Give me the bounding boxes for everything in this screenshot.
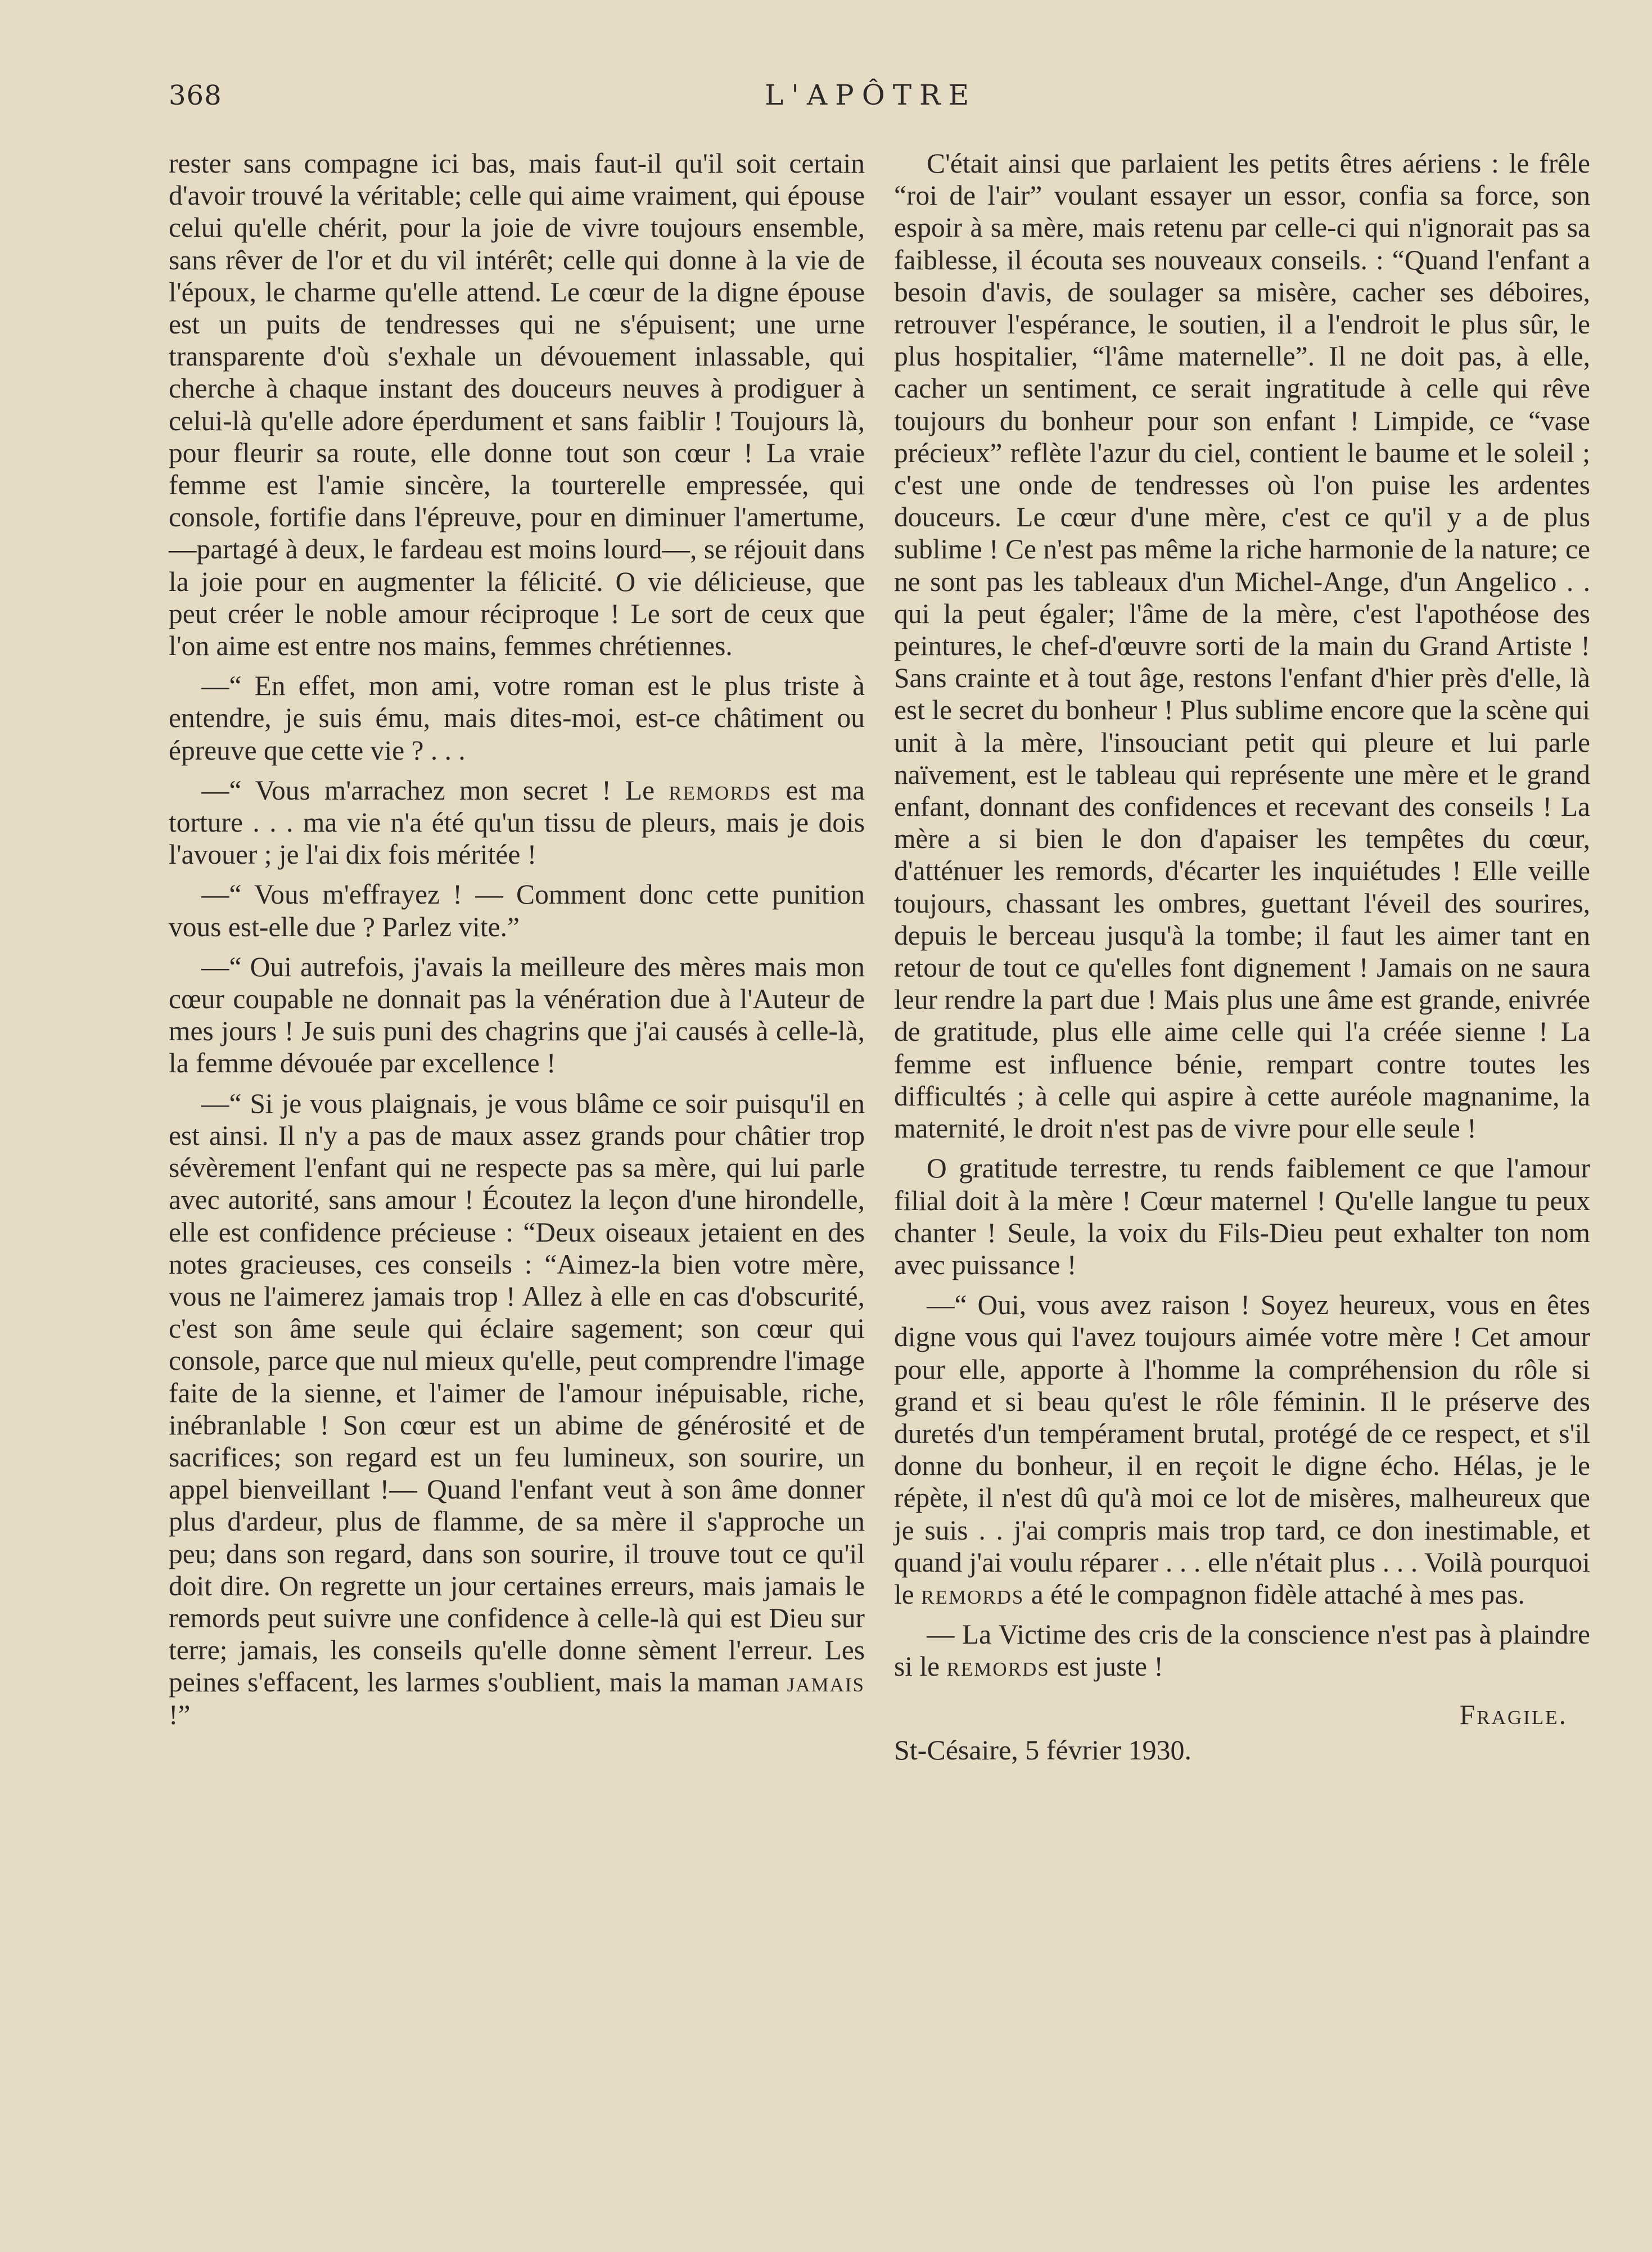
text-run: !”: [169, 1699, 191, 1730]
text-run: —“ Vous m'arrachez mon secret ! Le: [201, 774, 669, 806]
text-run: —“ Si je vous plaignais, je vous blâme ce soir puisqu'il en est ainsi. Il n'y a pas de maux assez grands pour châtier trop sévèrement l'enfant qui ne respecte pas sa mère, qui lui parle avec autorité, sans amour ! Écoutez la leçon d'une hirondelle, elle est confidence précieuse : “Deux oiseaux jetaient en des notes gracieuses, ces conseils : “Aimez-la bien votre mère, vous ne l'aimerez jamais trop ! Allez à elle en cas d'obscurité, c'est son âme seule qui éclaire sagement; son cœur qui console, parce que nul mieux qu'elle, peut comprendre l'image faite de la sienne, et l'aimer de l'amour inépuisable, riche, inébranlable ! Son cœur est un abime de générosité et de sacrifices; son regard est un feu lumineux, son sourire, un appel bienveillant !— Quand l'enfant veut à son âme donner plus d'ardeur, plus de flamme, de sa mère il s'approche un peu; dans son regard, dans son sourire, il trouve tout ce qu'il doit dire. On regrette un jour certaines erreurs, mais jamais le remords peut suivre une confidence à celle-là qui est Dieu sur terre; jamais, les conseils qu'elle donne sèment l'erreur. Les peines s'effacent, les larmes s'oublient, mais la maman: [169, 1087, 865, 1698]
dateline: St-Césaire, 5 février 1930.: [894, 1734, 1192, 1766]
paragraph: C'était ainsi que parlaient les petits êtres aériens : le frêle “roi de l'air” voulant essayer un essor, confia sa force, son espoir à sa mère, mais retenu par celle-ci qui n'ignorait pas sa faiblesse, il écouta ses nouveaux conseils. : “Quand l'enfant a besoin d'avis, de soulager sa misère, cacher ses déboires, retrouver l'espérance, le soutien, il a l'endroit le plus sûr, le plus hospitalier, “l'âme maternelle”. Il ne doit pas, à elle, cacher un sentiment, ce serait ingratitude à celle qui rêve toujours du bonheur pour son enfant ! Limpide, ce “vase précieux” reflète l'azur du ciel, contient le baume et le soleil ; c'est une onde de tendresses où l'on puise les ardentes douceurs. Le cœur d'une mère, c'est ce qu'il y a de plus sublime ! Ce n'est pas même la riche harmonie de la nature; ce ne sont pas les tableaux d'un Michel-Ange, d'un Angelico . . qui la peut égaler; l'âme de la mère, c'est l'apothéose des peintures, le chef-d'œuvre sorti de la main du Grand Artiste ! Sans crainte et à tout âge, restons l'enfant d'hier près d'elle, là est le secret du bonheur ! Plus sublime encore que la scène qui unit à la mère, l'insouciant petit qui pleure et lui parle naïvement, est le tableau qui représente une mère et le grand enfant, donnant des confidences et recevant des conseils ! La mère a si bien le don d'apaiser les tempêtes du cœur, d'atténuer les remords, d'écarter les inquiétudes ! Elle veille toujours, chassant les ombres, guettant l'éveil des sourires, depuis le berceau jusqu'à la tombe; il faut les aimer tant en retour de tout ce qu'elles font dignement ! Jamais on ne saura leur rendre la part due ! Mais plus une âme est grande, enivrée de gratitude, plus elle aime celle qui l'a créée sienne ! La femme est influence bénie, rempart contre toutes les difficultés ; à celle qui aspire à cette auréole magnanime, la maternité, le droit n'est pas de vivre pour elle seule !: [894, 148, 1590, 1144]
paragraph: [169, 774, 865, 871]
paragraph: [169, 1087, 865, 1731]
text-run: — La Victime des cris de la conscience n'est pas à plaindre si le: [894, 1619, 1590, 1682]
paragraph: —“ Vous m'effrayez ! — Comment donc cette punition vous est-elle due ? Parlez vite.”: [169, 879, 865, 942]
paragraph: O gratitude terrestre, tu rends faiblement ce que l'amour filial doit à la mère ! Cœur maternel ! Qu'elle langue tu peux chanter ! Seule, la voix du Fils-Dieu peut exhalter ton nom avec puissance !: [894, 1153, 1590, 1280]
running-head: L'APÔTRE: [765, 79, 977, 111]
page-number: 368: [169, 80, 222, 111]
text-run: a été le compagnon fidèle attaché à mes pas.: [1024, 1578, 1525, 1610]
small-caps-word: remords: [921, 1578, 1024, 1610]
paragraph: rester sans compagne ici bas, mais faut-il qu'il soit certain d'avoir trouvé la véritable; celle qui aime vraiment, qui épouse celui qu'elle chérit, pour la joie de vivre toujours ensemble, sans rêver de l'or et du vil intérêt; celle qui donne à la vie de l'époux, le charme qu'elle attend. Le cœur de la digne épouse est un puits de tendresses qui ne s'épuisent; une urne transparente d'où s'exhale un dévouement inlassable, qui cherche à chaque instant des douceurs neuves à prodiguer à celui-là qu'elle adore éperdument et sans faiblir ! Toujours là, pour fleurir sa route, elle donne tout son cœur ! La vraie femme est l'amie sincère, la tourterelle empressée, qui console, fortifie dans l'épreuve, pour en diminuer l'amertume, —partagé à deux, le fardeau est moins lourd—, se réjouit dans la joie pour en augmenter la félicité. O vie délicieuse, que peut créer le noble amour réciproque ! Le sort de ceux que l'on aime est entre nos mains, femmes chrétiennes.: [169, 148, 865, 662]
right-column: [894, 147, 1590, 1766]
left-column: [169, 147, 865, 1739]
small-caps-word: remords: [946, 1651, 1050, 1682]
text-run: est ma torture . . . ma vie n'a été qu'un tissu de pleurs, mais je dois l'avouer ; je l'ai dix fois méritée !: [169, 774, 865, 870]
paragraph: —“ Oui autrefois, j'avais la meilleure des mères mais mon cœur coupable ne donnait pas la vénération due à l'Auteur de mes jours ! Je suis puni des chagrins que j'ai causés à celle-là, la femme dévouée par excellence !: [169, 951, 865, 1079]
text-run: est juste !: [1049, 1651, 1163, 1682]
paragraph: [894, 1618, 1590, 1682]
text-run: —“ Oui, vous avez raison ! Soyez heureux, vous en êtes digne vous qui l'avez toujours aimée votre mère ! Cet amour pour elle, apporte à l'homme la compréhension du rôle si grand et si beau qu'est le rôle féminin. Il le préserve des duretés d'un tempérament brutal, protégé de ce respect, et s'il donne du bonheur, il en reçoit le digne écho. Hélas, je le répète, il n'est dû qu'à moi ce lot de misères, malheureux que je suis . . j'ai compris mais trop tard, ce don inestimable, et quand j'ai voulu réparer . . . elle n'était plus . . . Voilà pourquoi le: [894, 1289, 1590, 1610]
small-caps-word: remords: [669, 774, 772, 806]
paragraph: —“ En effet, mon ami, votre roman est le plus triste à entendre, je suis ému, mais dites-moi, est-ce châtiment ou épreuve que cette vie ? . . .: [169, 670, 865, 766]
signature: Fragile.: [1459, 1699, 1568, 1730]
small-caps-word: jamais: [787, 1667, 865, 1698]
paragraph: [894, 1289, 1590, 1610]
